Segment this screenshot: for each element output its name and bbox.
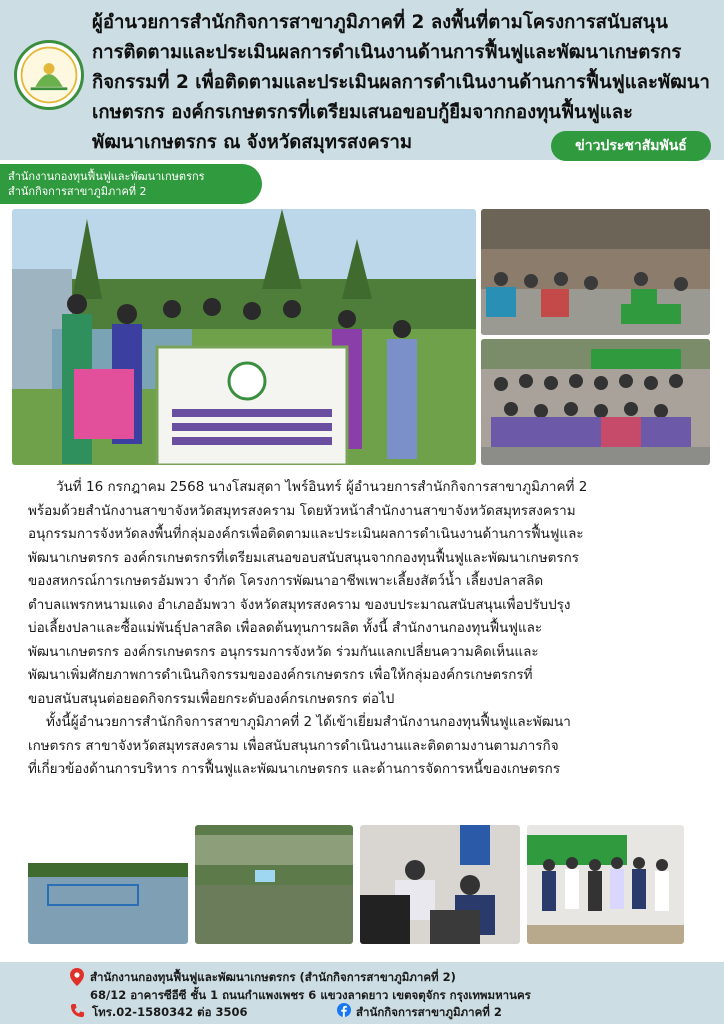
- headline-line: กิจกรรมที่ 2 เพื่อติดตามและประเมินผลการดำเนินงานด้านการฟื้นฟูและพัฒนา: [92, 72, 710, 93]
- footer-facebook-page[interactable]: สำนักกิจการสาขาภูมิภาคที่ 2: [356, 1005, 502, 1019]
- org-banner-line: สำนักงานกองทุนฟื้นฟูและพัฒนาเกษตรกร: [8, 170, 205, 183]
- footer-org-name: สำนักงานกองทุนฟื้นฟูและพัฒนาเกษตรกร (สำนักกิจการสาขาภูมิภาคที่ 2): [90, 970, 456, 984]
- footer-phone[interactable]: โทร.02-1580342 ต่อ 3506: [92, 1005, 248, 1019]
- body-line: ขอบสนับสนุนต่อยอดกิจกรรมเพื่อยกระดับองค์กรเกษตรกร ต่อไป: [28, 690, 395, 707]
- article-body: [28, 476, 708, 782]
- body-line: พัฒนาเกษตรกร องค์กรเกษตรกร อนุกรรมการจังหวัด ร่วมกันแลกเปลี่ยนความคิดเห็นและ: [28, 643, 539, 660]
- body-line: พร้อมด้วยสำนักงานสาขาจังหวัดสมุทรสงคราม โดยหัวหน้าสำนักงานสาขาจังหวัดสมุทรสงคราม: [28, 502, 576, 519]
- body-line: ทั้งนี้ผู้อำนวยการสำนักกิจการสาขาภูมิภาคที่ 2 ได้เข้าเยี่ยมสำนักงานกองทุนฟื้นฟูและพัฒนา: [46, 714, 571, 730]
- headline-line: เกษตรกร องค์กรเกษตรกรที่เตรียมเสนอขอบกู้ยืมจากกองทุนฟื้นฟูและ: [92, 102, 633, 123]
- logo-emblem-icon: [17, 43, 81, 107]
- body-line: บ่อเลี้ยงปลาและซื้อแม่พันธุ์ปลาสลิด เพื่อลดต้นทุนการผลิต ทั้งนี้ สำนักงานกองทุนฟื้นฟูและ: [28, 620, 543, 636]
- photo-group-banner: [12, 209, 476, 465]
- header-band: [0, 0, 724, 160]
- location-pin-icon: [70, 968, 84, 986]
- footer-address: 68/12 อาคารซีอีซี ชั้น 1 ถนนกำแพงเพชร 6 แขวงลาดยาว เขตจตุจักร กรุงเทพมหานคร: [90, 988, 531, 1002]
- body-line: พัฒนาเพิ่มศักยภาพการดำเนินกิจกรรมขององค์กรเกษตรกร เพื่อให้กลุ่มองค์กรเกษตรกรที่: [28, 667, 533, 683]
- photo-staff-group: [527, 825, 684, 944]
- press-release-badge: ข่าวประชาสัมพันธ์: [551, 131, 711, 161]
- org-banner-line: สำนักกิจการสาขาภูมิภาคที่ 2: [8, 185, 147, 198]
- org-banner: [0, 164, 262, 204]
- headline-line: การติดตามและประเมินผลการดำเนินงานด้านการฟื้นฟูและพัฒนาเกษตรกร: [92, 42, 682, 63]
- phone-icon: [70, 1003, 85, 1018]
- logo-emblem: [14, 40, 84, 110]
- photo-office-discussion: [360, 825, 520, 944]
- photo-seated-group: [481, 339, 710, 465]
- body-line: อนุกรรมการจังหวัดลงพื้นที่กลุ่มองค์กรเพื่อติดตามและประเมินผลการดำเนินงานด้านการฟื้นฟูและ: [28, 526, 584, 542]
- body-line: พัฒนาเกษตรกร องค์กรเกษตรกรที่เตรียมเสนอขอบสนับสนุนจากกองทุนฟื้นฟูและพัฒนาเกษตรกร: [28, 549, 580, 566]
- photo-meeting-hall: [481, 209, 710, 335]
- body-line: ตำบลแพรกหนามแดง อำเภออัมพวา จังหวัดสมุทรสงคราม ของบประมาณสนับสนุนเพื่อปรับปรุง: [28, 596, 571, 613]
- body-line: ที่เกี่ยวข้องด้านการบริหาร การฟื้นฟูและพัฒนาเกษตรกร และด้านการจัดการหนี้ของเกษตรกร: [28, 761, 561, 777]
- headline-line: พัฒนาเกษตรกร ณ จังหวัดสมุทรสงคราม: [92, 132, 413, 153]
- body-line: เกษตรกร สาขาจังหวัดสมุทรสงคราม เพื่อสนับสนุนการดำเนินงานและติดตามงานตามภารกิจ: [28, 737, 559, 754]
- body-line: วันที่ 16 กรกฎาคม 2568 นางโสมสุดา ไพร์อินทร์ ผู้อำนวยการสำนักกิจการสาขาภูมิภาคที่ 2: [56, 479, 588, 495]
- headline-line: ผู้อำนวยการสำนักกิจการสาขาภูมิภาคที่ 2 ลงพื้นที่ตามโครงการสนับสนุน: [92, 12, 668, 33]
- body-line: ของสหกรณ์การเกษตรอัมพวา จำกัด โครงการพัฒนาอาชีพเพาะเลี้ยงสัตว์น้ำ เลี้ยงปลาสลิด: [28, 573, 544, 589]
- facebook-icon[interactable]: [337, 1003, 351, 1017]
- photo-pond-water: [195, 825, 353, 944]
- photo-fish-pond: [28, 825, 188, 944]
